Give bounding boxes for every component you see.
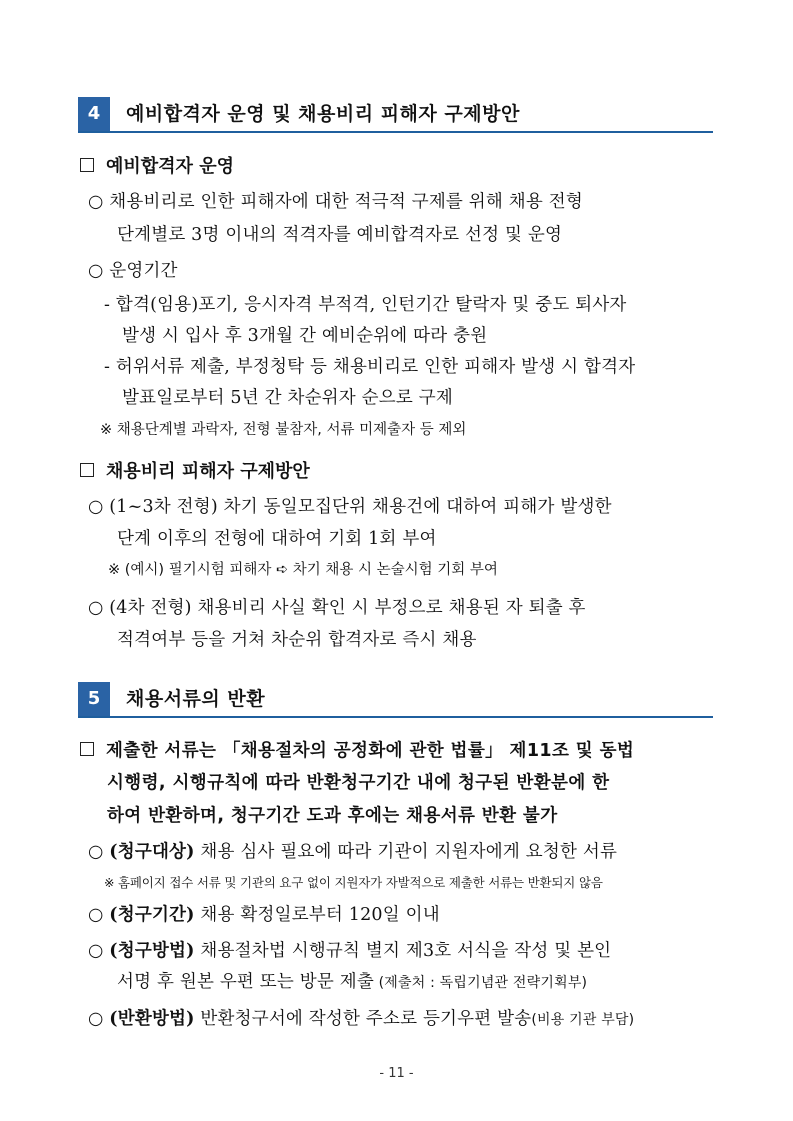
heading-line: 시행령, 시행규칙에 따라 반환청구기간 내에 청구된 반환분에 한 [107,773,610,793]
paragraph-line: - 합격(임용)포기, 응시자격 부적격, 인턴기간 탈락자 및 중도 퇴사자 [104,295,627,315]
paragraph-line: ○ (1~3차 전형) 차기 동일모집단위 채용건에 대하여 피해가 발생한 [88,497,612,517]
item-return-method: ○ (반환방법) 반환청구서에 작성한 주소로 등기우편 발송(비용 기관 부담) [88,1009,635,1029]
note-line: ※ 채용단계별 과락자, 전형 불참자, 서류 미제출자 등 제외 [100,422,467,438]
page-number: - 11 - [379,1066,414,1081]
subheading-reserve-operation: 예비합격자 운영 [80,152,234,178]
paragraph-line: 발표일로부터 5년 간 차순위자 순으로 구제 [122,388,453,408]
item-request-target: ○ (청구대상) 채용 심사 필요에 따라 기관이 지원자에게 요청한 서류 [88,842,618,862]
paragraph-line: 적격여부 등을 거쳐 차순위 합격자로 즉시 채용 [117,630,477,650]
section-title: 채용서류의 반환 [126,688,266,710]
note-line: ※ (예시) 필기시험 피해자 ➪ 차기 채용 시 논술시험 기회 부여 [108,562,498,578]
note-line: ※ 홈페이지 접수 서류 및 기관의 요구 없이 지원자가 자발적으로 제출한 서류는 반환되지 않음 [104,875,603,890]
paragraph-line: ○ 채용비리로 인한 피해자에 대한 적극적 구제를 위해 채용 전형 [88,192,583,212]
checkbox-square-icon [80,742,94,756]
section-title: 예비합격자 운영 및 채용비리 피해자 구제방안 [126,103,520,125]
paragraph-line: ○ (4차 전형) 채용비리 사실 확인 시 부정으로 채용된 자 퇴출 후 [88,598,586,618]
checkbox-square-icon [80,463,94,477]
paragraph-line: 서명 후 원본 우편 또는 방문 제출 (제출처 : 독립기념관 전략기획부) [117,972,588,992]
checkbox-square-icon [80,158,94,172]
section-4-header [78,97,713,133]
paragraph-line: ○ 운영기간 [88,261,178,281]
paragraph-line: 단계 이후의 전형에 대하여 기회 1회 부여 [117,529,437,549]
item-request-period: ○ (청구기간) 채용 확정일로부터 120일 이내 [88,905,440,925]
subheading-victim-relief: 채용비리 피해자 구제방안 [80,457,310,483]
paragraph-line: 단계별로 3명 이내의 적격자를 예비합격자로 선정 및 운영 [117,225,563,245]
section-number: 4 [78,97,110,131]
item-request-method: ○ (청구방법) 채용절차법 시행규칙 별지 제3호 서식을 작성 및 본인 [88,941,612,961]
paragraph-line: - 허위서류 제출, 부정청탁 등 채용비리로 인한 피해자 발생 시 합격자 [104,357,636,377]
section-number: 5 [78,682,110,716]
subheading-document-return: 제출한 서류는 「채용절차의 공정화에 관한 법률」 제11조 및 동법 [80,737,634,762]
heading-line: 하여 반환하며, 청구기간 도과 후에는 채용서류 반환 불가 [107,806,558,826]
paragraph-line: 발생 시 입사 후 3개월 간 예비순위에 따라 충원 [122,326,488,346]
section-5-header [78,682,713,718]
